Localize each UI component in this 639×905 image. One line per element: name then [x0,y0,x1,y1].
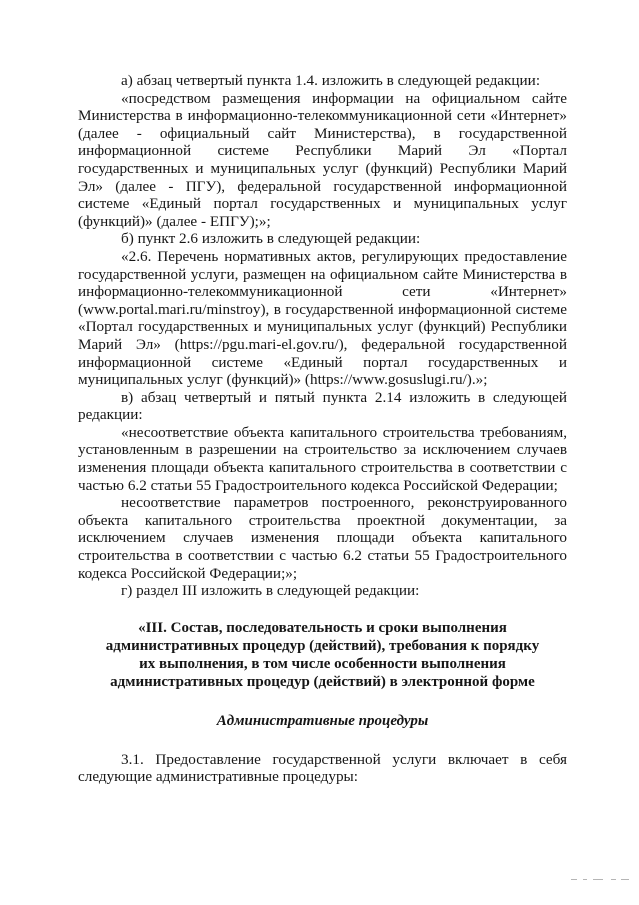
subsection-heading: Административные процедуры [216,712,429,729]
section-heading [78,619,567,691]
section-heading-line: административных процедур (действий) в электронной форме [110,673,535,690]
section-heading-line: «III. Состав, последовательность и сроки выполнения [138,619,507,636]
item-a-intro: а) абзац четвертый пункта 1.4. изложить в следующей редакции: [121,72,541,89]
section-heading-line: административных процедур (действий), требования к порядку [105,637,540,654]
clause-3-1: 3.1. Предоставление государственной услуги включает в себя следующие административные процедуры: [78,750,567,786]
item-v-text-1: «несоответствие объекта капитального строительства требованиям, установленным в разрешении на строительство за исключением случаев изменения площади объекта капитального строительства в соответствии с частью 6.2 статьи 55 Градостроительного кодекса Российской Федерации; [78,423,567,494]
item-b-intro: б) пункт 2.6 изложить в следующей редакции: [121,230,421,248]
item-v-intro: в) абзац четвертый и пятый пункта 2.14 изложить в следующей редакции: [78,388,567,424]
item-g-intro: г) раздел III изложить в следующей редакции: [121,582,420,600]
scan-edge-marks [571,877,631,883]
item-v-text-2: несоответствие параметров построенного, реконструированного объекта капитального строительства проектной документации, за исключением случаев изменения площади объекта капитального строительства в соответствии с частью 6.2 статьи 55 Градостроительного кодекса Российской Федерации;»; [78,494,567,582]
item-a-text: «посредством размещения информации на официальном сайте Министерства в информационно-телекоммуникационной сети «Интернет» (далее - официальный сайт Министерства), в государственной информационной системе Республики Марий Эл «Портал государственных и муниципальных услуг (функций) Республики Марий Эл» (далее - ПГУ), федеральной государственной информационной системе «Единый портал государственных и муниципальных услуг (функций)» (далее - ЕПГУ);»; [78,89,567,230]
item-b-text: «2.6. Перечень нормативных актов, регулирующих предоставление государственной услуги, размещен на официальном сайте Министерства в информационно-телекоммуникационной сети «Интернет» (www.portal.mari.ru/minstroy), в государственной информационной системе «Портал государственных и муниципальных услуг (функций) Республики Марий Эл» (https://pgu.mari-el.gov.ru/), федеральной государственной информационной системе «Единый портал государственных и муниципальных услуг (функций)» (https://www.gosuslugi.ru/).»; [78,247,567,389]
section-heading-line: их выполнения, в том числе особенности выполнения [139,655,506,672]
